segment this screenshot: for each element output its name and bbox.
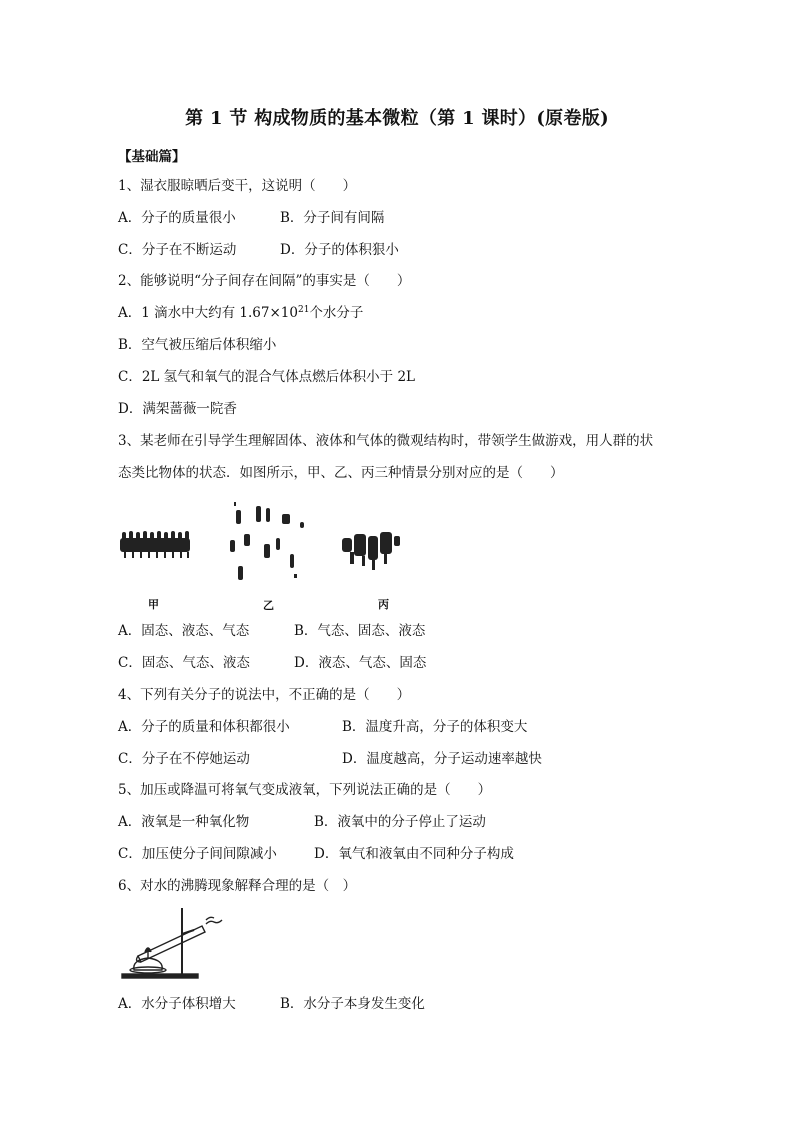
question-4-option-c: C．分子在不停她运动 — [118, 751, 250, 767]
boiling-apparatus-figure — [118, 904, 228, 984]
question-6-option-b: B．水分子本身发生变化 — [280, 996, 425, 1012]
question-4-option-b: B．温度升高，分子的体积变大 — [342, 719, 528, 735]
exponent: 21 — [297, 305, 310, 315]
question-3-stem-line-2: 态类比物体的状态．如图所示，甲、乙、丙三种情景分别对应的是（ ） — [118, 465, 564, 481]
question-2-option-a — [118, 304, 363, 322]
question-5-stem: 5、加压或降温可将氧气变成液氧，下列说法正确的是（ ） — [118, 782, 492, 798]
question-6-stem: 6、对水的沸腾现象解释合理的是（ ） — [118, 878, 357, 894]
page-title: 第 1 节 构成物质的基本微粒（第 1 课时）(原卷版) — [185, 108, 609, 129]
question-2-option-b: B．空气被压缩后体积缩小 — [118, 337, 277, 353]
question-3-stem-line-1: 3、某老师在引导学生理解固体、液体和气体的微观结构时，带领学生做游戏，用人群的状 — [118, 433, 654, 449]
question-3-option-c: C．固态、气态、液态 — [118, 655, 250, 671]
question-1-stem: 1、湿衣服晾晒后变干，这说明（ ） — [118, 178, 357, 194]
figure-label-bing: 丙 — [378, 598, 389, 611]
question-2-stem: 2、能够说明“分子间存在间隔”的事实是（ ） — [118, 273, 411, 289]
question-6-option-a: A．水分子体积增大 — [118, 996, 236, 1012]
question-1-option-d: D．分子的体积狠小 — [280, 242, 399, 258]
figure-label-jia: 甲 — [148, 598, 159, 611]
question-1-option-a: A．分子的质量很小 — [118, 210, 236, 226]
question-2-option-c: C．2L 氢气和氧气的混合气体点燃后体积小于 2L — [118, 369, 416, 385]
question-2-option-a-text: A．1 滴水中大约有 1.67×10 — [118, 305, 298, 321]
question-3-option-d: D．液态、气态、固态 — [294, 655, 427, 671]
question-1-option-b: B．分子间有间隔 — [280, 210, 385, 226]
question-3-option-a: A．固态、液态、气态 — [118, 623, 250, 639]
figure-label-yi: 乙 — [263, 599, 274, 612]
question-3-option-b: B．气态、固态、液态 — [294, 623, 426, 639]
question-4-option-d: D．温度越高，分子运动速率越快 — [342, 751, 542, 767]
section-heading: 【基础篇】 — [118, 149, 186, 165]
question-5-option-b: B．液氧中的分子停止了运动 — [314, 814, 486, 830]
question-5-option-c: C．加压使分子间间隙减小 — [118, 846, 277, 862]
question-4-option-a: A．分子的质量和体积都很小 — [118, 719, 290, 735]
question-2-option-a-tail: 个水分子 — [309, 305, 364, 321]
crowd-liquid-image — [342, 532, 400, 570]
question-4-stem: 4、下列有关分子的说法中，不正确的是（ ） — [118, 687, 411, 703]
question-5-option-d: D．氧气和液氧由不同种分子构成 — [314, 846, 514, 862]
question-2-option-d: D．满架蔷薇一院香 — [118, 401, 237, 417]
crowd-gas-image — [230, 502, 304, 580]
question-1-option-c: C．分子在不断运动 — [118, 242, 237, 258]
question-5-option-a: A．液氧是一种氧化物 — [118, 814, 250, 830]
crowd-solid-image — [120, 531, 190, 558]
